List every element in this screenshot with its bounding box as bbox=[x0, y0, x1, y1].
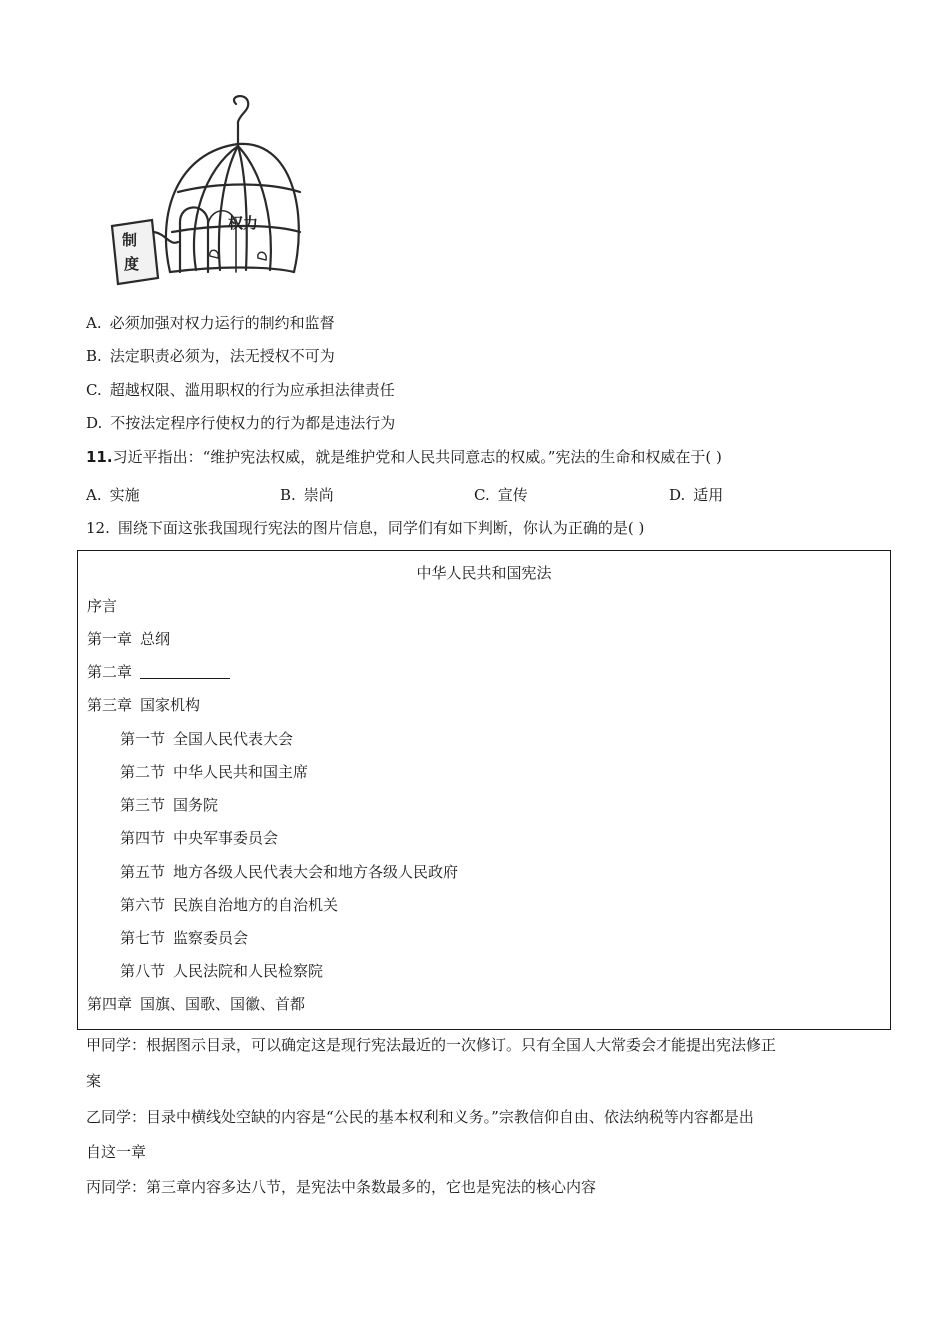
q10-option-a[interactable]: A. 必须加强对权力运行的制约和监督 bbox=[86, 314, 335, 332]
toc-title: 中华人民共和国宪法 bbox=[416, 564, 552, 582]
q11-option-b[interactable]: B. 崇尚 bbox=[280, 486, 334, 504]
q12-number: 12. bbox=[86, 519, 110, 537]
q11-option-d[interactable]: D. 适用 bbox=[669, 486, 724, 504]
toc-item: 第五节 地方各级人民代表大会和地方各级人民政府 bbox=[120, 863, 459, 881]
cage-label: 权力 bbox=[228, 214, 259, 232]
q11-number: 11. bbox=[86, 448, 113, 466]
toc-item: 序言 bbox=[87, 597, 118, 615]
q12-text: 围绕下面这张我国现行宪法的图片信息，同学们有如下判断，你认为正确的是( ) bbox=[117, 519, 645, 537]
toc-item: 第四章 国旗、国歌、国徽、首都 bbox=[87, 995, 306, 1013]
statement-bing-line1: 丙同学：第三章内容多达八节，是宪法中条数最多的，它也是宪法的核心内容 bbox=[86, 1178, 597, 1196]
toc-item: 第八节 人民法院和人民检察院 bbox=[120, 962, 324, 980]
toc-item: 第一节 全国人民代表大会 bbox=[120, 730, 294, 748]
power-cage-illustration bbox=[108, 92, 308, 288]
q11-text: 习近平指出：“维护宪法权威，就是维护党和人民共同意志的权威。”宪法的生命和权威在于( ) bbox=[112, 448, 722, 466]
toc-item: 第三节 国务院 bbox=[120, 796, 219, 814]
toc-item: 第七节 监察委员会 bbox=[120, 929, 249, 947]
toc-item: 第四节 中央军事委员会 bbox=[120, 829, 279, 847]
q11-option-c[interactable]: C. 宣传 bbox=[474, 486, 528, 504]
q10-option-c[interactable]: C. 超越权限、滥用职权的行为应承担法律责任 bbox=[86, 381, 395, 399]
statement-yi-line1: 乙同学：目录中横线处空缺的内容是“公民的基本权利和义务。”宗教信仰自由、依法纳税等内容都是出 bbox=[86, 1108, 754, 1126]
toc-blank-line bbox=[140, 664, 230, 679]
toc-item: 第六节 民族自治地方的自治机关 bbox=[120, 896, 339, 914]
q10-option-d[interactable]: D. 不按法定程序行使权力的行为都是违法行为 bbox=[86, 414, 396, 432]
q10-option-b[interactable]: B. 法定职责必须为，法无授权不可为 bbox=[86, 347, 335, 365]
toc-item: 第三章 国家机构 bbox=[87, 696, 201, 714]
statement-jia-line1: 甲同学：根据图示目录，可以确定这是现行宪法最近的一次修订。只有全国人大常委会才能提出宪法修正 bbox=[86, 1036, 777, 1054]
toc-item: 第一章 总纲 bbox=[87, 630, 171, 648]
sign-char-1: 制 bbox=[122, 231, 138, 249]
toc-item: 第二节 中华人民共和国主席 bbox=[120, 763, 309, 781]
statement-jia-line2: 案 bbox=[86, 1072, 102, 1090]
statement-yi-line2: 自这一章 bbox=[86, 1143, 147, 1161]
q12-stem bbox=[86, 517, 644, 538]
q11-option-a[interactable]: A. 实施 bbox=[86, 486, 140, 504]
q11-stem bbox=[86, 446, 722, 467]
constitution-toc-box bbox=[77, 550, 891, 1030]
sign-char-2: 度 bbox=[124, 255, 140, 273]
toc-item: 第二章 bbox=[87, 661, 230, 682]
